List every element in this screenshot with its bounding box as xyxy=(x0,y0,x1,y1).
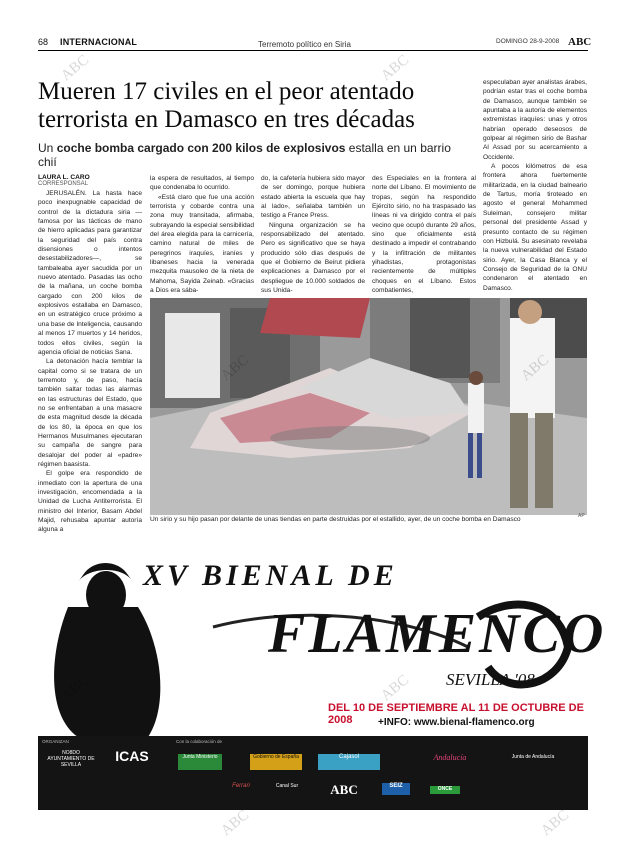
logo-seiz: SEIZ xyxy=(382,783,410,795)
logo-ferrari: Ferrari xyxy=(232,783,250,789)
ad-dates: DEL 10 DE SEPTIEMBRE AL 11 DE OCTUBRE DE 2008 xyxy=(328,702,584,726)
advertisement xyxy=(38,537,607,810)
watermark: ABC xyxy=(58,52,93,85)
header-rule xyxy=(38,50,588,51)
photo-credit: AP xyxy=(578,513,585,519)
news-photo xyxy=(150,298,587,515)
article-column-5 xyxy=(483,78,587,292)
paragraph: El golpe era respondido de inmediato con la apertura de una investigación, encomendada a la Unidad de Lucha Antiterrorista. El ministro del Interior, Basam Abdel Majid, rehusaba apuntar autoría alguna a xyxy=(38,470,142,534)
logo-once: ONCE xyxy=(430,786,460,794)
collab-label: Con la colaboración de xyxy=(176,739,223,744)
issue-date: DOMINGO 28-9-2008 xyxy=(496,38,560,45)
paragraph: La detonación hacía temblar la capital como si se tratara de un terremoto y, de paso, hacía también saltar todas las alarmas en las estructuras del Estado, que no se enfrentaban a una masacre de esta magnitud desde la década de los 80, la época en que los Hermanos Musulmanes ejecutaran su campaña de sangre para desalojar del poder al «padre» régimen baasista. xyxy=(38,358,142,468)
organizer-label: ORGANIZAN xyxy=(42,739,69,744)
byline-role: CORRESPONSAL xyxy=(38,181,89,187)
topic-label: Terremoto político en Siria xyxy=(258,40,351,49)
logo-junta-ministerio: Junta Ministerio xyxy=(178,754,222,770)
article-column-1 xyxy=(38,174,142,534)
subhead-bold: coche bomba cargado con 200 kilos de explosivos xyxy=(56,141,346,155)
subheadline xyxy=(38,141,458,169)
ad-logo-strip xyxy=(38,736,588,810)
paragraph: Ninguna organización se ha responsabilizado del atentado. Pero es significativo que se haya producido sólo dias después de que el Gobierno de Beirut pidiera explicaciones a Damasco por el despliegue de 10.000 soldados de sus Unida- xyxy=(261,221,365,295)
paragraph: la espera de resultados, al tiempo que condenaba lo ocurrido. xyxy=(150,175,254,192)
ad-line-3: SEVILLA '08 xyxy=(446,670,535,689)
ad-line-1: XV BIENAL DE xyxy=(143,559,398,592)
watermark: ABC xyxy=(538,807,573,840)
paragraph: «Está claro que fue una acción terrorista y cobarde contra una zona muy transitada, afirmaba, subrayando la especial sensibilidad del área elegida para la carnicería, camino natural de miles de peregrinos iraquíes, iraníes y libaneses hacia la venerada mezquita mausoleo de la nieta de Mahoma, Sayida Zeinab. «Gracias a Dios era sába- xyxy=(150,193,254,295)
ad-info-link: +INFO: www.bienal-flamenco.org xyxy=(378,717,535,728)
article-column-3 xyxy=(261,174,365,295)
logo-junta-andalucia: Junta de Andalucía xyxy=(511,754,555,760)
section-label: INTERNACIONAL xyxy=(60,37,138,47)
page-header xyxy=(38,36,592,51)
photo-caption: Un sirio y su hijo pasan por delante de unas tiendas en parte destruidas por el estallido, ayer, de un coche bomba en Damasco xyxy=(150,516,521,523)
logo-abc: ABC xyxy=(330,782,358,797)
paragraph: do, la cafetería hubiera sido mayor de ser domingo, porque hubiera estado abierta la escuela que hay al lado», señalaba también un testigo a France Press. xyxy=(261,175,365,220)
paragraph: A pocos kilómetros de esa frontera ahora fuertemente militarizada, en la ciudad balneario de Tartus, moría tiroteado en agosto el general Mohammed Suleiman, consejero militar personal del presidente Assad y presunto contacto de su régimen con Hizbulá. Su asesinato revelaba la nueva vulnerabilidad del Estado sirio. Ayer, la Casa Blanca y el Consejo de Seguridad de la ONU condenaron el atentado en Damasco. xyxy=(483,163,587,292)
article-column-2 xyxy=(150,174,254,295)
logo-cajasol: Cajasol xyxy=(318,754,380,770)
watermark: ABC xyxy=(378,52,413,85)
subhead-pre: Un xyxy=(38,141,57,155)
logo-canal-sur: Canal Sur xyxy=(275,783,299,789)
logo-gobierno: Gobierno de España xyxy=(250,754,302,770)
paragraph: especulaban ayer analistas árabes, podrían estar tras el coche bomba de Damasco, aunque también se apuntaba a la autoría de elementos extremistas iraquíes: unas y otros habrían operado deseosos de golpear al régimen sirio de Bashar Al Assad por su acercamiento a Occidente. xyxy=(483,79,587,161)
photo-illustration xyxy=(150,298,587,515)
watermark: ABC xyxy=(218,807,253,840)
subhead-post: estalla en un barrio chií xyxy=(38,141,451,169)
paragraph: JERUSALÉN. La hasta hace poco inexpugnable capacidad de control de la dictadura siria —famosa por las tácticas de mano de hierro aplicadas para garantizar la seguridad del país contra disensiones o intentos desestabilizadores—, se tambaleaba ayer sacudida por un nuevo atentado. Pasadas las ocho de la mañana, un coche bomba cargado con 200 kilos de explosivos estallaba en Damasco, en un estratégico cruce próximo a una base de Inteligencia, causando al menos 17 muertos y 14 heridos, todos ellos civiles, según la agencia oficial de noticias Sana. xyxy=(38,190,142,356)
headline: Mueren 17 civiles en el peor atentado terrorista en Damasco en tres décadas xyxy=(38,78,415,133)
byline: LAURA L. CARO xyxy=(38,174,90,181)
ad-line-2: FLAMENCO xyxy=(268,603,607,665)
logo-ayuntamiento: NO8DO AYUNTAMIENTO DE SEVILLA xyxy=(47,750,95,768)
newspaper-logo: ABC xyxy=(568,36,592,48)
page-number: 68 xyxy=(38,37,49,47)
logo-icas: ICAS xyxy=(115,748,149,764)
logo-andalucia: Andalucía xyxy=(433,753,467,762)
paragraph: des Especiales en la frontera al norte del Líbano. El movimiento de tropas, según ha respondido Ejército sirio, no ha traspasado las líneas ni va dirigido contra el país vecino que ocupó durante 29 años, sino que oficialmente está destinado a impedir el contrabando y la infiltración de militantes yihadistas, protagonistas recientemente de múltiples choques en el Líbano. Estos combatientes, xyxy=(372,175,476,295)
article-column-4 xyxy=(372,174,476,295)
